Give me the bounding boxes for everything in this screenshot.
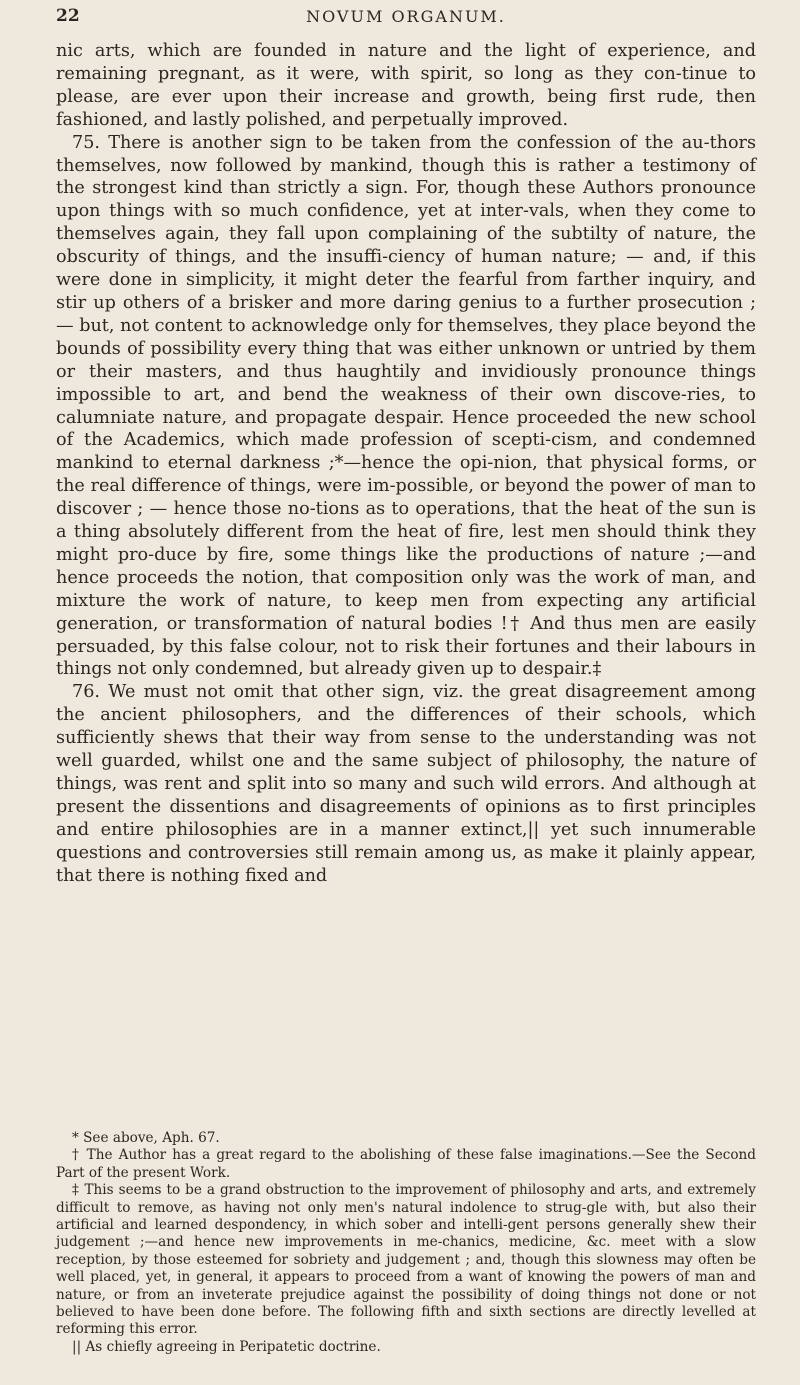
body-text bbox=[56, 40, 756, 888]
page-header bbox=[56, 6, 756, 36]
aphorism-76 bbox=[56, 681, 756, 887]
aphorism-number: 75. bbox=[72, 132, 100, 153]
paragraph-continued: nic arts, which are founded in nature and the light of experience, and remaining pregnant, as it were, with spirit, so long as they con-tinue to please, are ever upon their increase and growth, being first rude, then fashioned, and lastly polished, and perpetually improved. bbox=[56, 41, 756, 130]
running-title: NOVUM ORGANUM. bbox=[306, 7, 506, 26]
aphorism-text: We must not omit that other sign, viz. the great disagreement among the ancient philosophers, and the differences of their schools, which sufficiently shews that their way from sense to the understanding was not well guarded, whilst one and the same subject of philosophy, the nature of things, was rent and split into so many and such wild errors. And although at present the dissentions and disagreements of opinions as to first principles and entire philosophies are in a manner extinct,|| yet such innumerable questions and controversies still remain among us, as make it plainly appear, that there is nothing fixed and bbox=[56, 682, 757, 886]
aphorism-75 bbox=[56, 132, 756, 682]
footnote: || As chiefly agreeing in Peripatetic doctrine. bbox=[72, 1338, 381, 1355]
footnote: † The Author has a great regard to the abolishing of these false imaginations.—See the Second Part of the present Work. bbox=[56, 1147, 756, 1181]
footnote: ‡ This seems to be a grand obstruction to the improvement of philosophy and arts, and extremely difficult to remove, as having not only men's natural indolence to strug-gle with, but also their artificial and learned despondency, in which sober and intelli-gent persons generally shew their judgement ;—and hence new improvements in me-chanics, medicine, &c. meet with a slow reception, by those esteemed for sobriety and judgement ; and, though this slowness may often be well placed, yet, in general, it appears to proceed from a want of knowing the powers of man and nature, or from an inveterate prejudice against the possibility of doing things not done or not believed to have been done before. The following fifth and sixth sections are directly levelled at reforming this error. bbox=[56, 1182, 756, 1338]
aphorism-text: There is another sign to be taken from the confession of the au-thors themselves, now followed by mankind, though this is rather a testimony of the strongest kind than strictly a sign. For, though these Authors pronounce upon things with so much confidence, yet at inter-vals, when they come to themselves again, they fall upon complaining of the subtilty of nature, the obscurity of things, and the insuffi-ciency of human nature; — and, if this were done in simplicity, it might deter the fearful from farther inquiry, and stir up others of a brisker and more daring genius to a further prosecution ; — but, not content to acknowledge only for themselves, they place beyond the bounds of possibility every thing that was either unknown or untried by them or their masters, and thus haughtily and invidiously pronounce things impossible to art, and bend the weakness of their own discove-ries, to calumniate nature, and propagate despair. Hence proceeded the new school of the Academics, which made profession of scepti-cism, and condemned mankind to eternal darkness ;*—hence the opi-nion, that physical forms, or the real difference of things, were im-possible, or beyond the power of man to discover ; — hence those no-tions as to operations, that the heat of the sun is a thing absolutely different from the heat of fire, lest men should think they might pro-duce by fire, some things like the productions of nature ;—and hence proceeds the notion, that composition only was the work of man, and mixture the work of nature, to keep men from expecting any artificial generation, or transformation of natural bodies !† And thus men are easily persuaded, by this false colour, not to risk their fortunes and their labours in things not only condemned, but already given up to despair.‡ bbox=[56, 132, 756, 680]
footnote: * See above, Aph. 67. bbox=[72, 1130, 220, 1146]
footnotes bbox=[56, 1130, 756, 1356]
aphorism-number: 76. bbox=[72, 682, 100, 703]
page-number: 22 bbox=[56, 6, 80, 26]
